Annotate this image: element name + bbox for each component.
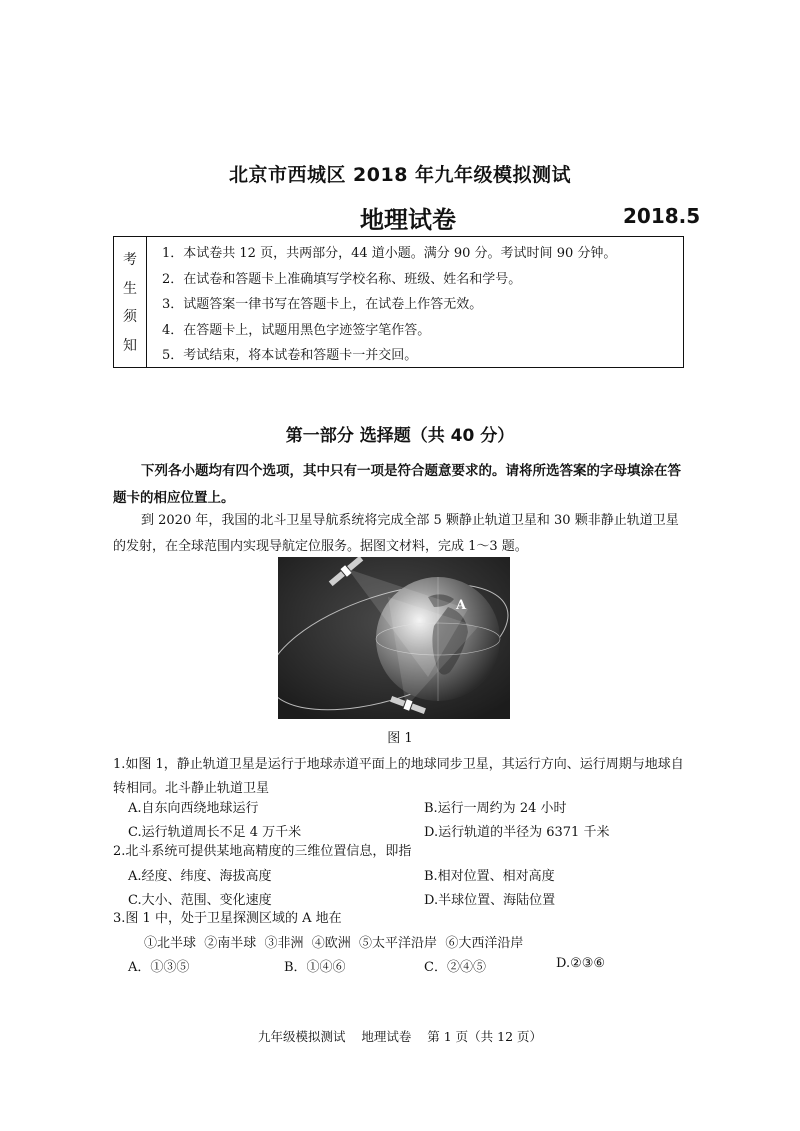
section-instruction xyxy=(113,458,688,512)
notice-items xyxy=(162,241,679,369)
question-2-option-b: B.相对位置、相对高度 xyxy=(424,869,555,884)
section-title: 第一部分 选择题（共 40 分） xyxy=(285,426,515,446)
notice-item: 4．在答题卡上，试题用黑色字迹签字笔作答。 xyxy=(162,322,431,338)
question-1: 1.如图 1，静止轨道卫星是运行于地球赤道平面上的地球同步卫星，其运行方向、运行周期与地球自转相同。北斗静止轨道卫星 xyxy=(113,757,684,796)
exam-date: 2018.5 xyxy=(623,204,701,228)
satellite-earth-illustration xyxy=(278,557,510,719)
satellite-figure xyxy=(278,557,510,719)
material-intro xyxy=(113,508,688,560)
question-3-choices: ①北半球 ②南半球 ③非洲 ④欧洲 ⑤太平洋沿岸 ⑥大西洋沿岸 xyxy=(144,936,524,951)
notice-label-char: 考 xyxy=(123,252,137,269)
notice-item: 2．在试卷和答题卡上准确填写学校名称、班级、姓名和学号。 xyxy=(162,271,522,287)
question-1-option-d: D.运行轨道的半径为 6371 千米 xyxy=(424,825,610,840)
notice-label xyxy=(114,237,147,367)
figure-caption: 图 1 xyxy=(387,731,413,746)
instruction-text: 下列各小题均有四个选项，其中只有一项是符合题意要求的。请将所选答案的字母填涂在答题卡的相应位置上。 xyxy=(113,463,681,506)
question-3: 3.图 1 中，处于卫星探测区域的 A 地在 xyxy=(113,911,342,926)
question-1-option-c: C.运行轨道周长不足 4 万千米 xyxy=(128,825,302,840)
question-2-option-a: A.经度、纬度、海拔高度 xyxy=(128,869,272,884)
notice-label-char: 知 xyxy=(123,337,137,354)
question-3-option-c: C．②④⑤ xyxy=(424,960,486,975)
question-3-option-a: A．①③⑤ xyxy=(128,960,190,975)
exam-title: 北京市西城区 2018 年九年级模拟测试 xyxy=(228,164,572,186)
notice-label-char: 须 xyxy=(123,309,137,326)
notice-item: 3．试题答案一律书写在答题卡上，在试卷上作答无效。 xyxy=(162,297,483,312)
question-3-option-b: B．①④⑥ xyxy=(284,960,346,975)
notice-box xyxy=(113,236,684,368)
subject-title: 地理试卷 xyxy=(360,206,456,234)
question-1-option-a: A.自东向西绕地球运行 xyxy=(128,801,259,816)
notice-item: 1．本试卷共 12 页，共两部分，44 道小题。满分 90 分。考试时间 90 分钟。 xyxy=(162,246,617,261)
intro-text: 到 2020 年，我国的北斗卫星导航系统将完成全部 5 颗静止轨道卫星和 30 颗非静止轨道卫星的发射，在全球范围内实现导航定位服务。据图文材料，完成 1～3 题。 xyxy=(113,513,679,554)
question-3-option-d: D.②③⑥ xyxy=(556,956,606,971)
page-footer: 九年级模拟测试 地理试卷 第 1 页（共 12 页） xyxy=(257,1029,543,1044)
notice-label-char: 生 xyxy=(123,280,137,297)
question-2-option-c: C.大小、范围、变化速度 xyxy=(128,893,272,908)
question-2: 2.北斗系统可提供某地高精度的三维位置信息，即指 xyxy=(113,844,412,859)
notice-item: 5．考试结束，将本试卷和答题卡一并交回。 xyxy=(162,348,418,363)
point-a-label: A xyxy=(456,598,467,613)
question-1-option-b: B.运行一周约为 24 小时 xyxy=(424,801,567,816)
question-2-option-d: D.半球位置、海陆位置 xyxy=(424,893,556,908)
